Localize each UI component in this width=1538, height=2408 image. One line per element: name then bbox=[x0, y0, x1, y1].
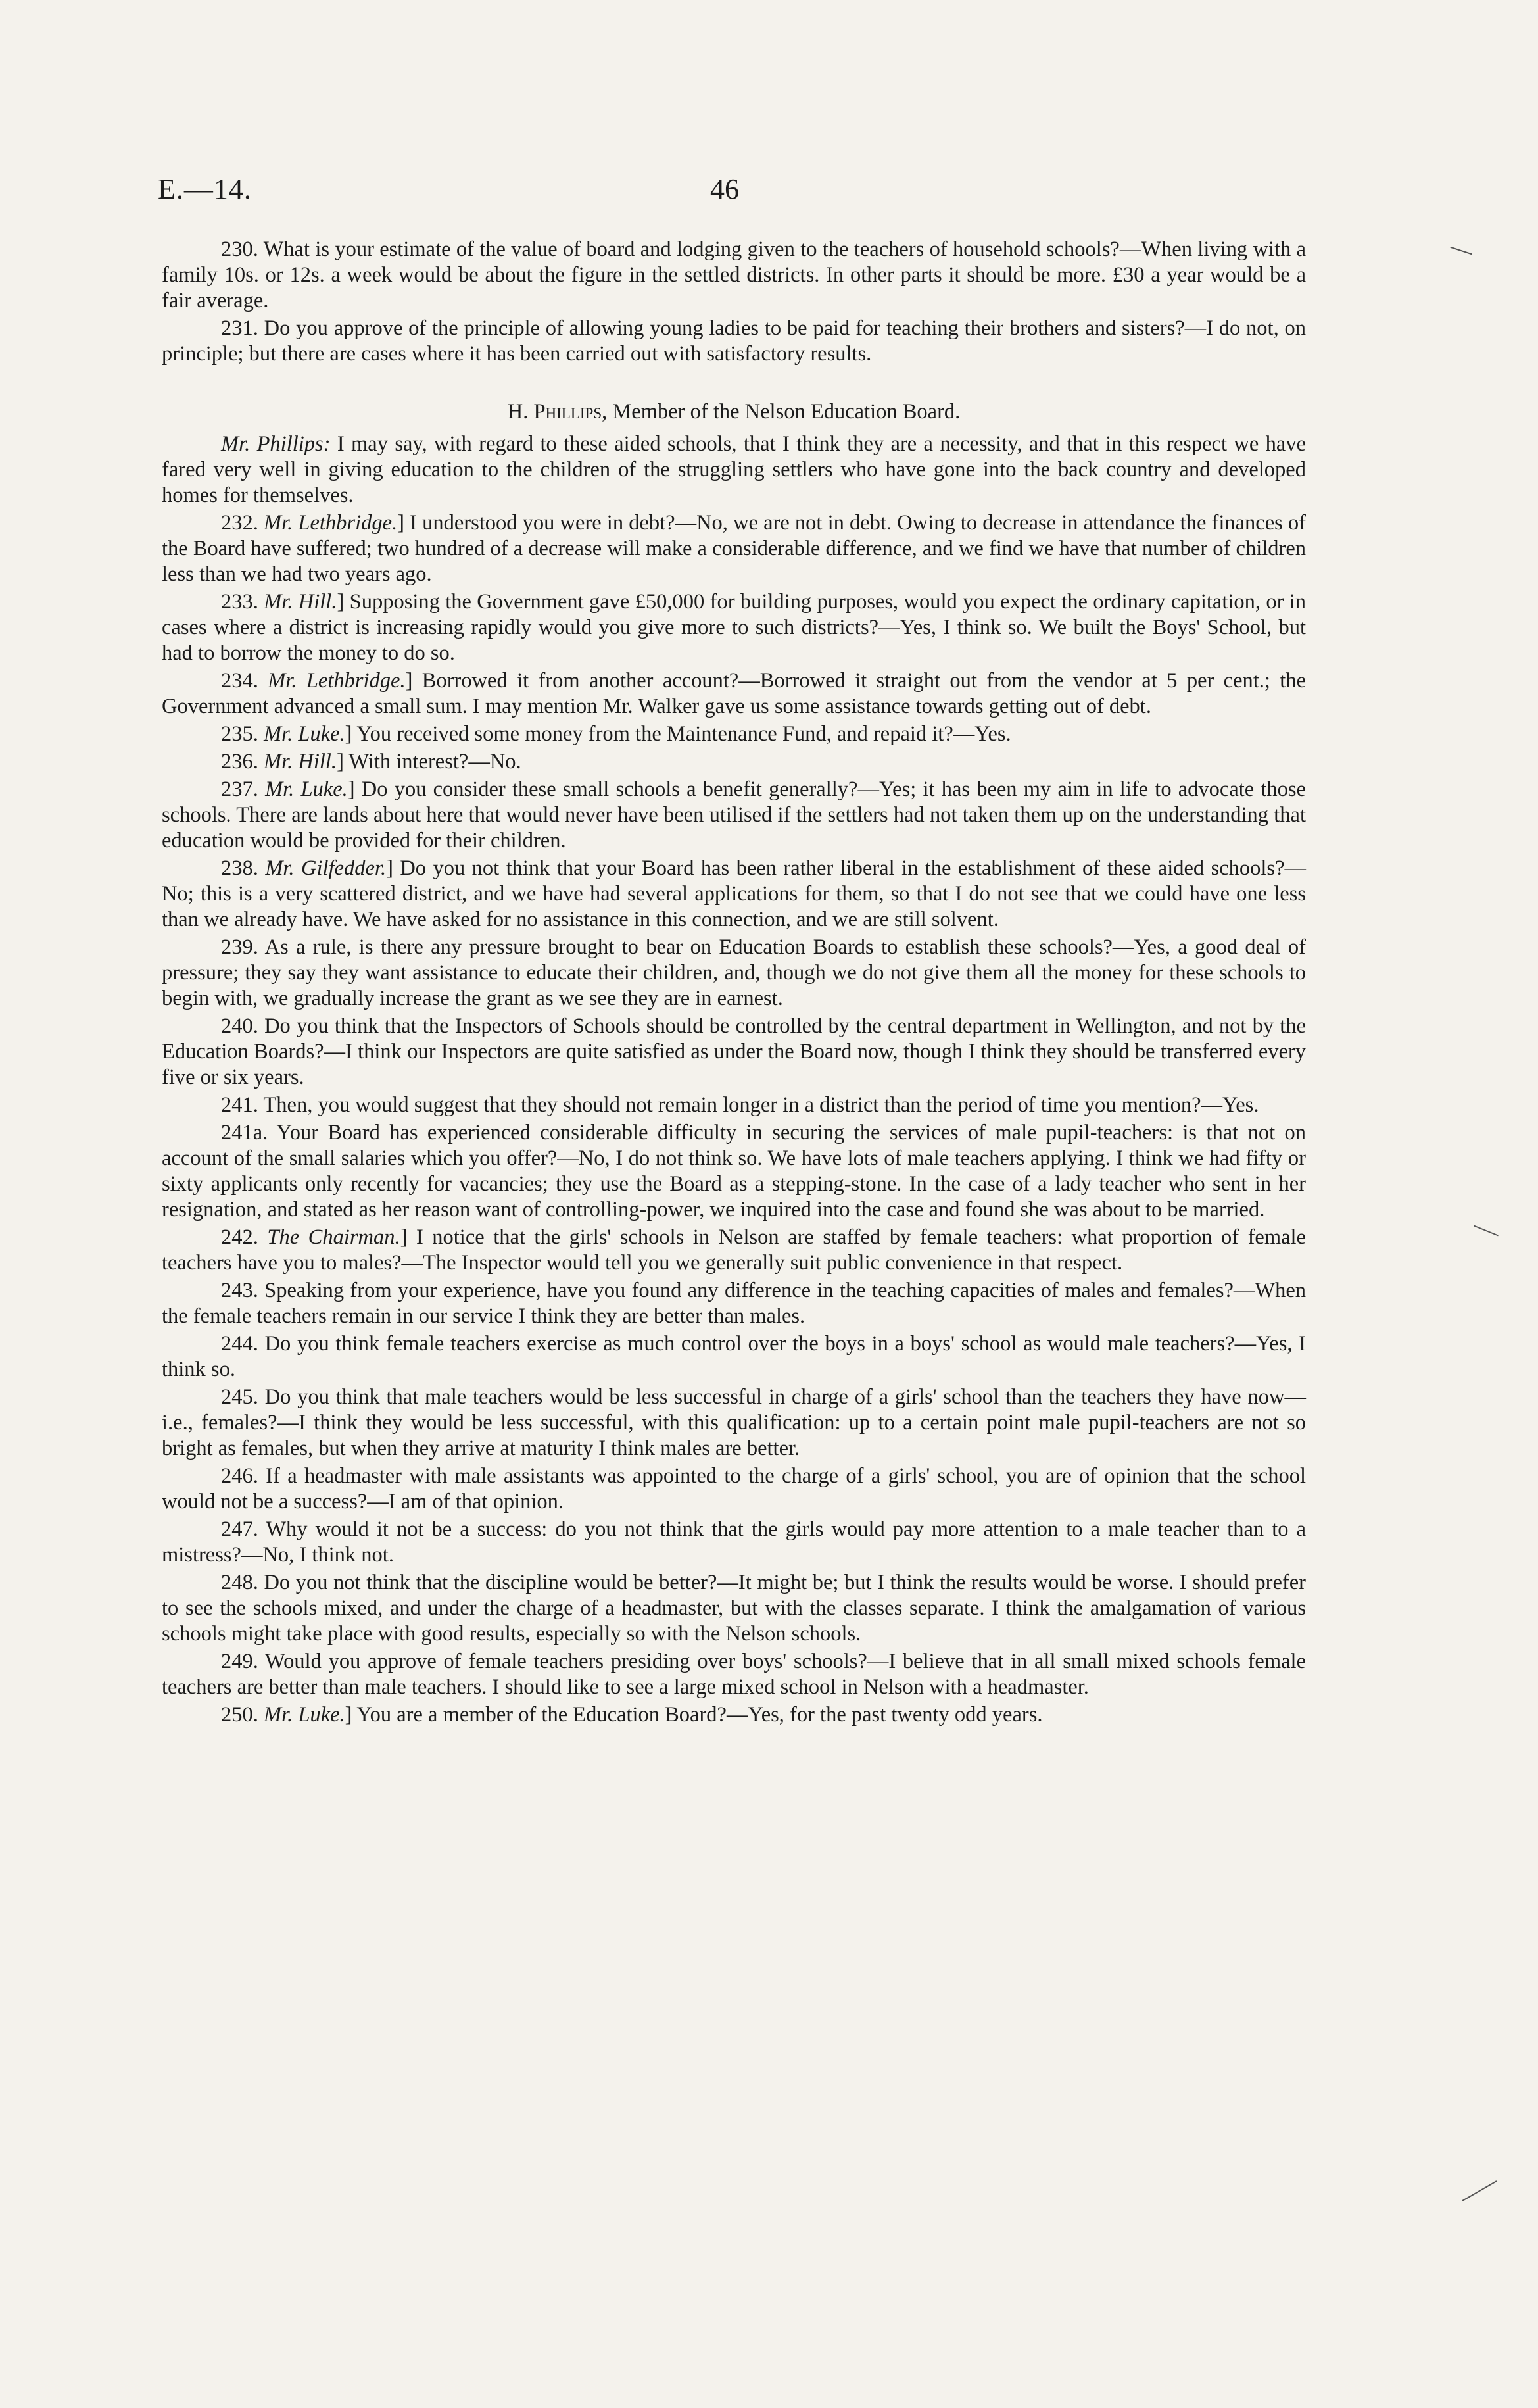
qa-item bbox=[162, 1225, 1306, 1276]
qa-speaker: Mr. Hill. bbox=[264, 590, 337, 614]
qa-speaker: Mr. Luke. bbox=[264, 1703, 345, 1727]
qa-number: 247. bbox=[221, 1517, 266, 1541]
witness-initial: H. bbox=[507, 400, 534, 424]
qa-text: Then, you would suggest that they should not remain longer in a district than the period of time you mention?—Yes. bbox=[263, 1093, 1259, 1117]
page-body bbox=[162, 237, 1306, 1730]
qa-item bbox=[162, 1517, 1306, 1568]
qa-number: 243. bbox=[221, 1279, 265, 1302]
qa-number: 250. bbox=[221, 1703, 264, 1727]
qa-item bbox=[162, 935, 1306, 1012]
qa-item bbox=[162, 777, 1306, 854]
qa-text: ] I notice that the girls' schools in Nelson are staffed by female teachers: what proportion of female teachers have you to males?—The Inspector would tell you we generally suit public convenience in that respect. bbox=[162, 1225, 1306, 1275]
witness-role: , Member of the Nelson Education Board. bbox=[602, 400, 961, 424]
qa-speaker: Mr. Luke. bbox=[264, 722, 345, 746]
qa-text: ] Do you consider these small schools a benefit generally?—Yes; it has been my aim in life to advocate those schools. There are lands about here that would never have been utilised if the settlers had not taken them up on the understanding that education would be provided for their children. bbox=[162, 777, 1307, 852]
qa-number: 232. bbox=[221, 511, 264, 535]
qa-text: Do you think that the Inspectors of Schools should be controlled by the central department in Wellington, and not by the Education Boards?—I think our Inspectors are quite satisfied as under the Board now, though I think they should be transferred every five or six years. bbox=[162, 1014, 1307, 1089]
speaker: Mr. Phillips: bbox=[221, 432, 331, 456]
witness-name: Phillips bbox=[533, 400, 602, 424]
qa-number: 248. bbox=[221, 1571, 264, 1594]
qa-number: 234. bbox=[221, 669, 268, 693]
qa-speaker: Mr. Gilfedder. bbox=[265, 856, 387, 880]
witness-statement bbox=[162, 431, 1306, 508]
qa-text: ] Supposing the Government gave £50,000 for building purposes, would you expect the ordinary capitation, or in cases where a district is increasing rapidly would you give more to such districts?—Yes, I think so. We built the Boys' School, but had to borrow the money to do so. bbox=[162, 590, 1307, 665]
statement-text: I may say, with regard to these aided schools, that I think they are a necessity, and that in this respect we have fared very well in giving education to the children of the struggling settlers who have gone into the back country and developed homes for themselves. bbox=[162, 432, 1306, 507]
qa-number: 242. bbox=[221, 1225, 268, 1249]
qa-text: ] With interest?—No. bbox=[337, 750, 521, 774]
qa-item bbox=[162, 1014, 1306, 1091]
qa-speaker: Mr. Luke. bbox=[265, 777, 348, 801]
qa-number: 236. bbox=[221, 750, 264, 774]
qa-item bbox=[162, 856, 1306, 933]
qa-number: 240. bbox=[221, 1014, 265, 1038]
margin-mark bbox=[1462, 2180, 1497, 2201]
paragraph bbox=[162, 316, 1306, 367]
qa-text: If a headmaster with male assistants was appointed to the charge of a girls' school, you are of opinion that the school would not be a success?—I am of that opinion. bbox=[162, 1464, 1307, 1513]
qa-text: Why would it not be a success: do you not think that the girls would pay more attention to a male teacher than to a mistress?—No, I think not. bbox=[162, 1517, 1306, 1567]
qa-item bbox=[162, 668, 1306, 720]
qa-text: ] Borrowed it from another account?—Borrowed it straight out from the vendor at 5 per cent.; the Government advanced a small sum. I may mention Mr. Walker gave us some assistance towards getting out of debt. bbox=[162, 669, 1307, 718]
qa-number: 239. bbox=[221, 935, 265, 959]
qa-item bbox=[162, 1120, 1306, 1223]
qa-item bbox=[162, 1331, 1306, 1383]
qa-text: Do you think female teachers exercise as much control over the boys in a boys' school as would male teachers?—Yes, I think so. bbox=[162, 1332, 1306, 1381]
qa-number: 241. bbox=[221, 1093, 264, 1117]
margin-mark bbox=[1474, 1225, 1499, 1237]
qa-item bbox=[162, 1570, 1306, 1647]
qa-text: ] I understood you were in debt?—No, we are not in debt. Owing to decrease in attendance the finances of the Board have suffered; two hundred of a decrease will make a considerable difference, and we find we have that number of children less than we had two years ago. bbox=[162, 511, 1307, 586]
qa-text: Speaking from your experience, have you found any difference in the teaching capacities of males and females?—When the female teachers remain in our service I think they are better than males. bbox=[162, 1279, 1306, 1328]
qa-item bbox=[162, 1649, 1306, 1700]
paragraph bbox=[162, 237, 1306, 314]
qa-text: Do you think that male teachers would be less successful in charge of a girls' school than the teachers they have now—i.e., females?—I think they would be less successful, with this qualification: up to a certain point male pupil-teachers are not so bright as females, but when they arrive at maturity I think males are better. bbox=[162, 1385, 1307, 1460]
qa-text: Your Board has experienced considerable difficulty in securing the services of male pupil-teachers: is that not on account of the small salaries which you offer?—No, I do not think so. We have lots of male teachers applying. I think we had fifty or sixty applicants only recently for vacancies; they use the Board as a stepping-stone. In the case of a lady teacher who sent in her resignation, and stated as her reason want of controlling-power, we inquired into the case and found she was about to be married. bbox=[162, 1121, 1306, 1221]
margin-mark bbox=[1451, 247, 1472, 255]
paragraph-text: 231. Do you approve of the principle of allowing young ladies to be paid for teaching their brothers and sisters?—I do not, on principle; but there are cases where it has been carried out with satisfactory results. bbox=[162, 316, 1306, 366]
qa-number: 246. bbox=[221, 1464, 266, 1488]
page-number: 46 bbox=[710, 173, 739, 205]
paragraph-text: 230. What is your estimate of the value of board and lodging given to the teachers of household schools?—When living with a family 10s. or 12s. a week would be about the figure in the settled districts. In other parts it should be more. £30 a year would be a fair average. bbox=[162, 237, 1306, 312]
qa-speaker: Mr. Hill. bbox=[264, 750, 337, 774]
qa-item bbox=[162, 1702, 1306, 1728]
qa-item bbox=[162, 589, 1306, 666]
qa-number: 237. bbox=[221, 777, 266, 801]
qa-number: 238. bbox=[221, 856, 266, 880]
qa-number: 245. bbox=[221, 1385, 265, 1409]
qa-text: Would you approve of female teachers presiding over boys' schools?—I believe that in all small mixed schools female teachers are better than male teachers. I should like to see a large mixed school in Nelson with a headmaster. bbox=[162, 1650, 1307, 1699]
qa-speaker: Mr. Lethbridge. bbox=[264, 511, 398, 535]
qa-number: 233. bbox=[221, 590, 264, 614]
qa-item bbox=[162, 1385, 1306, 1462]
qa-item bbox=[162, 749, 1306, 775]
qa-text: As a rule, is there any pressure brought to bear on Education Boards to establish these schools?—Yes, a good deal of pressure; they say they want assistance to educate their children, and, though we do not give them all the money for these schools to begin with, we gradually increase the grant as we see they are in earnest. bbox=[162, 935, 1306, 1010]
qa-text: ] You are a member of the Education Board?—Yes, for the past twenty odd years. bbox=[345, 1703, 1043, 1727]
qa-text: ] You received some money from the Maintenance Fund, and repaid it?—Yes. bbox=[345, 722, 1011, 746]
qa-item bbox=[162, 1463, 1306, 1515]
qa-number: 249. bbox=[221, 1650, 266, 1673]
qa-item bbox=[162, 722, 1306, 747]
qa-item bbox=[162, 510, 1306, 587]
qa-speaker: Mr. Lethbridge. bbox=[268, 669, 406, 693]
page-header bbox=[158, 172, 1315, 218]
qa-number: 235. bbox=[221, 722, 264, 746]
qa-text: ] Do you not think that your Board has been rather liberal in the establishment of these aided schools?—No; this is a very scattered district, and we have had several applications for them, so that I do not see that we could have one less than we already have. We have asked for no assistance in this connection, and we are still solvent. bbox=[162, 856, 1307, 931]
qa-item bbox=[162, 1278, 1306, 1329]
qa-number: 241a. bbox=[221, 1121, 277, 1144]
witness-heading bbox=[162, 399, 1306, 425]
qa-number: 244. bbox=[221, 1332, 265, 1356]
qa-speaker: The Chairman. bbox=[267, 1225, 400, 1249]
qa-item bbox=[162, 1093, 1306, 1118]
qa-text: Do you not think that the discipline would be better?—It might be; but I think the results would be worse. I should prefer to see the schools mixed, and under the charge of a headmaster, but with the classes separate. I think the amalgamation of various schools might take place with good results, especially so with the Nelson schools. bbox=[162, 1571, 1307, 1646]
document-series: E.—14. bbox=[158, 173, 252, 205]
